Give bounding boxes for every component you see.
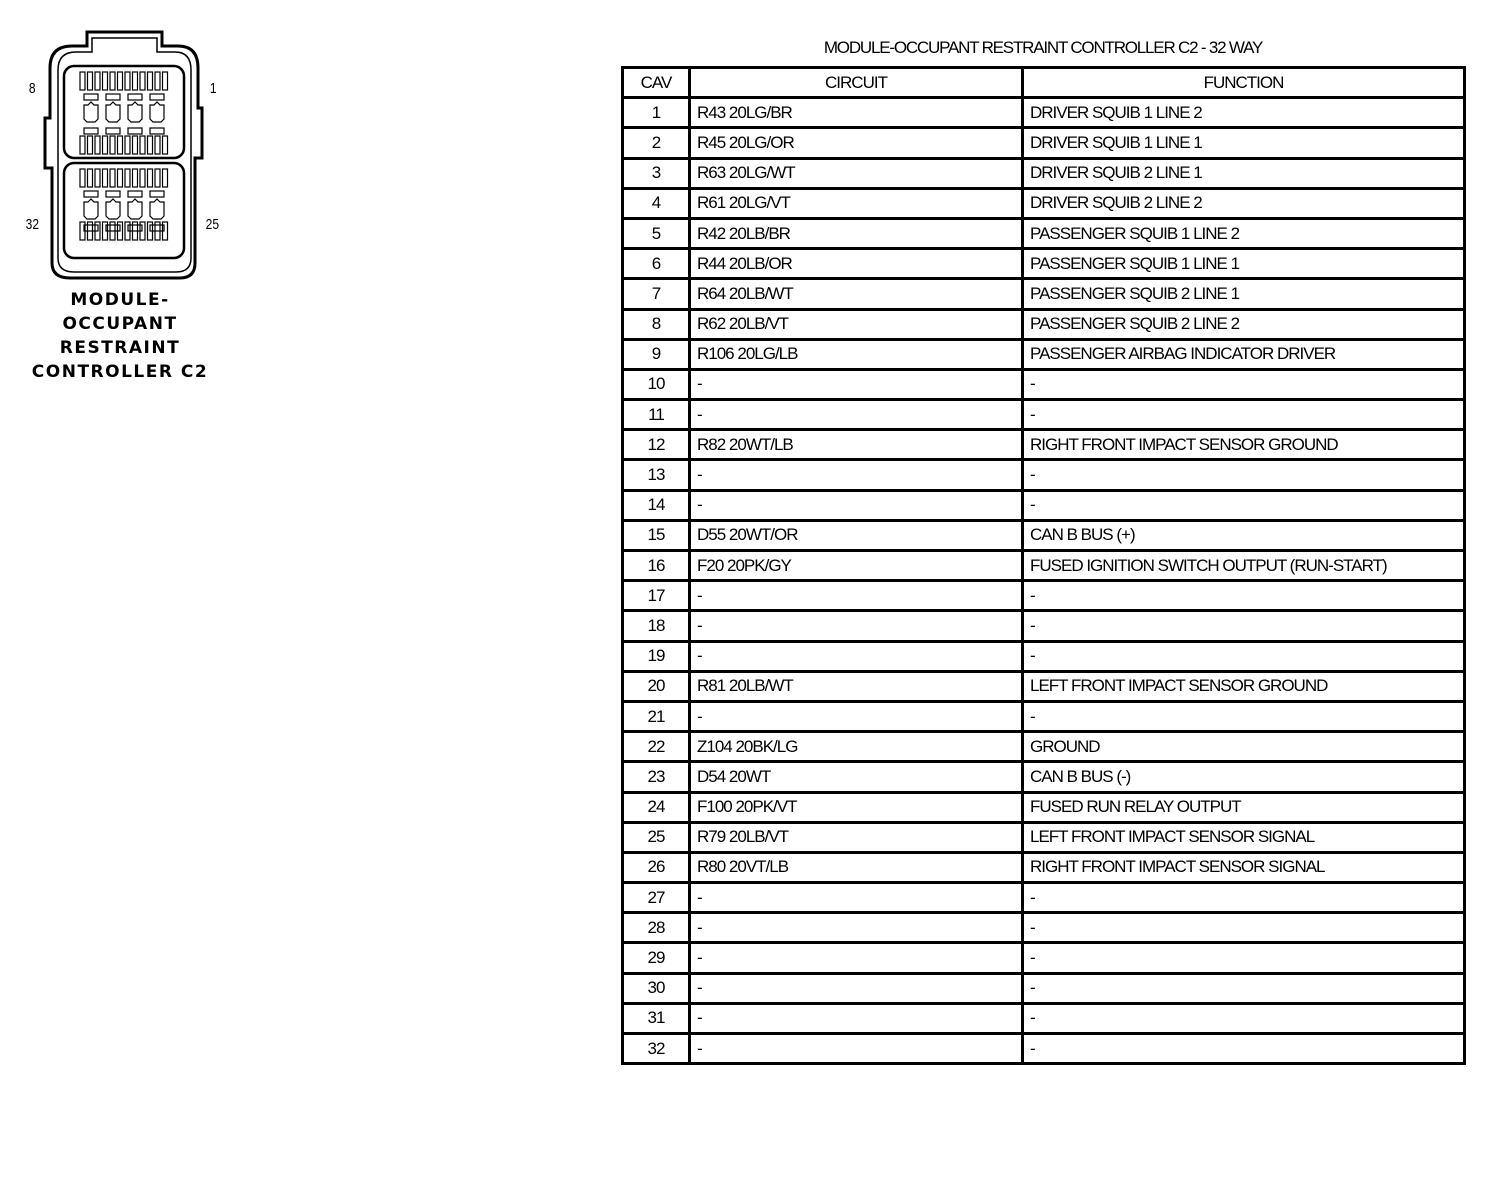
function-cell: - — [1023, 883, 1465, 913]
cav-cell: 2 — [623, 128, 690, 158]
circuit-cell: - — [690, 943, 1023, 973]
function-cell: DRIVER SQUIB 2 LINE 2 — [1023, 188, 1465, 218]
caption-line: CONTROLLER C2 — [31, 362, 209, 382]
cav-cell: 4 — [623, 188, 690, 218]
circuit-cell: - — [690, 1003, 1023, 1033]
caption-line: OCCUPANT — [62, 314, 178, 334]
connector-diagram — [20, 28, 230, 283]
cav-cell: 24 — [623, 792, 690, 822]
circuit-cell: R82 20WT/LB — [690, 430, 1023, 460]
table-row — [623, 973, 1465, 1003]
circuit-cell: F100 20PK/VT — [690, 792, 1023, 822]
circuit-cell: - — [690, 913, 1023, 943]
cav-cell: 20 — [623, 671, 690, 701]
function-cell: - — [1023, 913, 1465, 943]
cav-cell: 28 — [623, 913, 690, 943]
cav-cell: 12 — [623, 430, 690, 460]
function-cell: PASSENGER SQUIB 1 LINE 1 — [1023, 249, 1465, 279]
function-cell: - — [1023, 400, 1465, 430]
table-row — [623, 158, 1465, 188]
connector-caption — [30, 288, 210, 384]
pinout-table — [621, 66, 1466, 1065]
function-cell: DRIVER SQUIB 1 LINE 1 — [1023, 128, 1465, 158]
cav-cell: 13 — [623, 460, 690, 490]
function-cell: PASSENGER SQUIB 2 LINE 1 — [1023, 279, 1465, 309]
circuit-cell: R63 20LG/WT — [690, 158, 1023, 188]
table-row — [623, 551, 1465, 581]
table-row — [623, 732, 1465, 762]
circuit-cell: - — [690, 460, 1023, 490]
header-row — [623, 68, 1465, 98]
cav-cell: 3 — [623, 158, 690, 188]
function-cell: - — [1023, 1003, 1465, 1033]
cav-cell: 10 — [623, 369, 690, 399]
circuit-cell: R44 20LB/OR — [690, 249, 1023, 279]
table-row — [623, 762, 1465, 792]
circuit-cell: R62 20LB/VT — [690, 309, 1023, 339]
table-row — [623, 822, 1465, 852]
cav-cell: 9 — [623, 339, 690, 369]
table-row — [623, 218, 1465, 248]
function-cell: DRIVER SQUIB 1 LINE 2 — [1023, 98, 1465, 128]
function-cell: PASSENGER SQUIB 1 LINE 2 — [1023, 218, 1465, 248]
function-cell: - — [1023, 1034, 1465, 1064]
cav-cell: 19 — [623, 641, 690, 671]
header-circuit: CIRCUIT — [690, 68, 1023, 98]
function-cell: FUSED RUN RELAY OUTPUT — [1023, 792, 1465, 822]
table-row — [623, 792, 1465, 822]
cav-cell: 5 — [623, 218, 690, 248]
function-cell: PASSENGER AIRBAG INDICATOR DRIVER — [1023, 339, 1465, 369]
cav-cell: 26 — [623, 852, 690, 882]
function-cell: - — [1023, 490, 1465, 520]
cav-cell: 15 — [623, 520, 690, 550]
circuit-cell: R79 20LB/VT — [690, 822, 1023, 852]
function-cell: CAN B BUS (-) — [1023, 762, 1465, 792]
circuit-cell: R43 20LG/BR — [690, 98, 1023, 128]
table-row — [623, 188, 1465, 218]
cav-cell: 29 — [623, 943, 690, 973]
table-row — [623, 1034, 1465, 1064]
pin-label-1: 1 — [209, 80, 217, 97]
circuit-cell: - — [690, 973, 1023, 1003]
table-row — [623, 701, 1465, 731]
cav-cell: 16 — [623, 551, 690, 581]
table-row — [623, 943, 1465, 973]
circuit-cell: R80 20VT/LB — [690, 852, 1023, 882]
function-cell: - — [1023, 973, 1465, 1003]
cav-cell: 7 — [623, 279, 690, 309]
table-row — [623, 460, 1465, 490]
table-row — [623, 98, 1465, 128]
cav-cell: 1 — [623, 98, 690, 128]
function-cell: RIGHT FRONT IMPACT SENSOR SIGNAL — [1023, 852, 1465, 882]
table-row — [623, 309, 1465, 339]
circuit-cell: R64 20LB/WT — [690, 279, 1023, 309]
circuit-cell: - — [690, 400, 1023, 430]
function-cell: - — [1023, 460, 1465, 490]
cav-cell: 32 — [623, 1034, 690, 1064]
function-cell: - — [1023, 641, 1465, 671]
function-cell: DRIVER SQUIB 2 LINE 1 — [1023, 158, 1465, 188]
function-cell: PASSENGER SQUIB 2 LINE 2 — [1023, 309, 1465, 339]
circuit-cell: Z104 20BK/LG — [690, 732, 1023, 762]
table-row — [623, 852, 1465, 882]
table-row — [623, 490, 1465, 520]
table-row — [623, 400, 1465, 430]
circuit-cell: F20 20PK/GY — [690, 551, 1023, 581]
table-row — [623, 128, 1465, 158]
function-cell: - — [1023, 611, 1465, 641]
pin-label-8: 8 — [28, 80, 36, 97]
circuit-cell: - — [690, 369, 1023, 399]
table-row — [623, 339, 1465, 369]
circuit-cell: - — [690, 1034, 1023, 1064]
cav-cell: 14 — [623, 490, 690, 520]
function-cell: FUSED IGNITION SWITCH OUTPUT (RUN-START) — [1023, 551, 1465, 581]
circuit-cell: R61 20LG/VT — [690, 188, 1023, 218]
cav-cell: 25 — [623, 822, 690, 852]
table-row — [623, 641, 1465, 671]
circuit-cell: - — [690, 581, 1023, 611]
cav-cell: 11 — [623, 400, 690, 430]
cav-cell: 8 — [623, 309, 690, 339]
circuit-cell: D54 20WT — [690, 762, 1023, 792]
header-function: FUNCTION — [1023, 68, 1465, 98]
function-cell: RIGHT FRONT IMPACT SENSOR GROUND — [1023, 430, 1465, 460]
circuit-cell: - — [690, 701, 1023, 731]
circuit-cell: R42 20LB/BR — [690, 218, 1023, 248]
circuit-cell: D55 20WT/OR — [690, 520, 1023, 550]
cav-cell: 21 — [623, 701, 690, 731]
table-row — [623, 430, 1465, 460]
cav-cell: 17 — [623, 581, 690, 611]
circuit-cell: R106 20LG/LB — [690, 339, 1023, 369]
circuit-cell: - — [690, 490, 1023, 520]
function-cell: GROUND — [1023, 732, 1465, 762]
cav-cell: 6 — [623, 249, 690, 279]
cav-cell: 31 — [623, 1003, 690, 1033]
function-cell: - — [1023, 369, 1465, 399]
cav-cell: 27 — [623, 883, 690, 913]
function-cell: CAN B BUS (+) — [1023, 520, 1465, 550]
cav-cell: 23 — [623, 762, 690, 792]
table-row — [623, 279, 1465, 309]
table-row — [623, 581, 1465, 611]
table-row — [623, 913, 1465, 943]
cav-cell: 18 — [623, 611, 690, 641]
table-row — [623, 671, 1465, 701]
circuit-cell: R81 20LB/WT — [690, 671, 1023, 701]
table-row — [623, 883, 1465, 913]
circuit-cell: - — [690, 883, 1023, 913]
function-cell: LEFT FRONT IMPACT SENSOR SIGNAL — [1023, 822, 1465, 852]
function-cell: - — [1023, 581, 1465, 611]
function-cell: - — [1023, 943, 1465, 973]
table-row — [623, 1003, 1465, 1033]
pin-label-25: 25 — [205, 216, 220, 233]
header-cav: CAV — [623, 68, 690, 98]
cav-cell: 30 — [623, 973, 690, 1003]
function-cell: - — [1023, 701, 1465, 731]
circuit-cell: - — [690, 641, 1023, 671]
caption-line: RESTRAINT — [59, 338, 181, 358]
table-row — [623, 249, 1465, 279]
cav-cell: 22 — [623, 732, 690, 762]
circuit-cell: - — [690, 611, 1023, 641]
pin-label-32: 32 — [25, 216, 40, 233]
table-row — [623, 520, 1465, 550]
circuit-cell: R45 20LG/OR — [690, 128, 1023, 158]
table-row — [623, 369, 1465, 399]
caption-line: MODULE- — [70, 290, 170, 310]
function-cell: LEFT FRONT IMPACT SENSOR GROUND — [1023, 671, 1465, 701]
table-row — [623, 611, 1465, 641]
table-title: MODULE-OCCUPANT RESTRAINT CONTROLLER C2 - 32 WAY — [823, 38, 1263, 57]
